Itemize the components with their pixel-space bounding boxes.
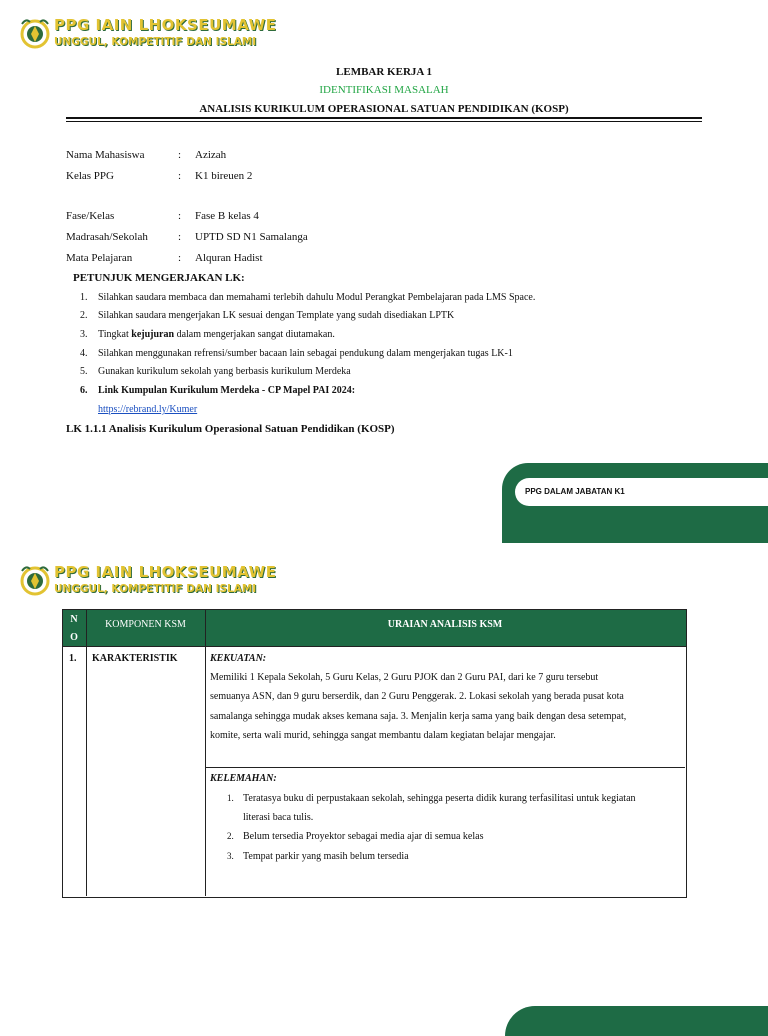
logo-title: PPG IAIN LHOKSEUMAWE <box>54 563 277 581</box>
list-item <box>80 348 513 359</box>
col-divider <box>86 609 87 896</box>
list-number: 4. <box>80 348 88 359</box>
info-colon: : <box>178 231 182 243</box>
title-rule-thin <box>66 121 702 122</box>
kelemahan-item: literasi baca tulis. <box>243 812 314 823</box>
info-value: UPTD SD N1 Samalanga <box>195 231 308 243</box>
footer-tab <box>505 1006 768 1036</box>
th-no-line: N <box>70 614 78 625</box>
list-item <box>80 366 351 377</box>
list-item <box>80 385 355 396</box>
kelemahan-label: KELEMAHAN: <box>210 773 277 784</box>
info-value: Fase B kelas 4 <box>195 210 259 222</box>
petunjuk-heading: PETUNJUK MENGERJAKAN LK: <box>73 272 245 284</box>
info-label: Nama Mahasiswa <box>66 149 145 161</box>
list-item <box>80 310 454 321</box>
lk-heading: LK 1.1.1 Analisis Kurikulum Operasional Satuan Pendidikan (KOSP) <box>66 423 395 435</box>
list-number: 6. <box>80 385 88 396</box>
info-value: Azizah <box>195 149 227 161</box>
header-logo <box>20 14 280 58</box>
info-label: Kelas PPG <box>66 170 114 182</box>
logo-title: PPG IAIN LHOKSEUMAWE <box>54 16 277 34</box>
list-prefix: Tingkat <box>98 329 129 340</box>
doc-title-1: LEMBAR KERJA 1 <box>336 66 432 78</box>
kelemahan-item: Belum tersedia Proyektor sebagai media ajar di semua kelas <box>243 831 484 842</box>
info-label: Madrasah/Sekolah <box>66 231 148 243</box>
doc-title-2: IDENTIFIKASI MASALAH <box>319 84 449 96</box>
iain-emblem-icon <box>20 14 50 54</box>
kelemahan-number: 2. <box>227 831 234 841</box>
list-number: 1. <box>80 292 88 303</box>
header-logo <box>20 561 280 605</box>
info-label: Fase/Kelas <box>66 210 115 222</box>
list-number: 2. <box>80 310 88 321</box>
col-divider <box>205 609 206 896</box>
th-uraian: URAIAN ANALISIS KSM <box>387 619 503 630</box>
kekuatan-line: komite, serta wali murid, sehingga sangat membantu dalam kegiatan belajar mengajar. <box>210 730 556 741</box>
kelemahan-item: Tempat parkir yang masih belum tersedia <box>243 851 409 862</box>
info-label: Mata Pelajaran <box>66 252 133 264</box>
list-text: Silahkan menggunakan refrensi/sumber bacaan lain sebagai pendukung dalam mengerjakan tugas LK-1 <box>98 348 513 359</box>
info-value: K1 bireuen 2 <box>195 170 253 182</box>
th-no <box>62 611 86 647</box>
info-value: Alquran Hadist <box>195 252 263 264</box>
row-divider <box>205 767 685 768</box>
list-number: 5. <box>80 366 88 377</box>
list-number: 3. <box>80 329 88 340</box>
iain-emblem-icon <box>20 561 50 601</box>
list-item <box>80 292 535 303</box>
list-item <box>80 329 335 340</box>
row-divider <box>62 646 686 647</box>
kurikulum-link[interactable]: https://rebrand.ly/Kumer <box>98 404 198 415</box>
logo-subtitle: UNGGUL, KOMPETITIF DAN ISLAMI <box>54 36 257 48</box>
list-text: dalam mengerjakan sangat diutamakan. <box>176 329 335 340</box>
logo-subtitle: UNGGUL, KOMPETITIF DAN ISLAMI <box>54 583 257 595</box>
info-colon: : <box>178 252 182 264</box>
th-no-line: O <box>70 632 78 643</box>
list-bold: kejujuran <box>131 329 175 340</box>
kekuatan-line: samalanga sehingga mudak akses kemana saja. 3. Menjalin kerja sama yang baik dengan desa setempat, <box>210 711 627 722</box>
doc-title-3: ANALISIS KURIKULUM OPERASIONAL SATUAN PENDIDIKAN (KOSP) <box>199 103 569 115</box>
list-text: Silahkan saudara mengerjakan LK sesuai dengan Template yang sudah disediakan LPTK <box>98 310 455 321</box>
kekuatan-line: Memiliki 1 Kepala Sekolah, 5 Guru Kelas, 2 Guru PJOK dan 2 Guru PAI, dari ke 7 guru tersebut <box>210 672 599 683</box>
title-rule-thick <box>66 117 702 119</box>
footer-label: PPG DALAM JABATAN K1 <box>525 487 625 496</box>
row-no: 1. <box>69 653 77 664</box>
info-colon: : <box>178 170 182 182</box>
kelemahan-number: 1. <box>227 793 234 803</box>
kelemahan-item: Teratasya buku di perpustakaan sekolah, sehingga peserta didik kurang terfasilitasi untuk kegiatan <box>243 793 636 804</box>
kelemahan-number: 3. <box>227 851 234 861</box>
info-colon: : <box>178 210 182 222</box>
row-komponen: KARAKTERISTIK <box>92 653 178 664</box>
kekuatan-label: KEKUATAN: <box>210 653 267 664</box>
kekuatan-line: semuanya ASN, dan 9 guru berserdik, dan 2 Guru Penggerak. 2. Lokasi sekolah yang berada pusat kota <box>210 691 624 702</box>
list-text: Link Kumpulan Kurikulum Merdeka - CP Mapel PAI 2024: <box>98 385 356 396</box>
list-text: Gunakan kurikulum sekolah yang berbasis kurikulum Merdeka <box>98 366 351 377</box>
list-text: Silahkan saudara membaca dan memahami terlebih dahulu Modul Perangkat Pembelajaran pada LMS Space. <box>98 292 536 303</box>
info-colon: : <box>178 149 182 161</box>
th-komponen: KOMPONEN KSM <box>105 619 186 630</box>
